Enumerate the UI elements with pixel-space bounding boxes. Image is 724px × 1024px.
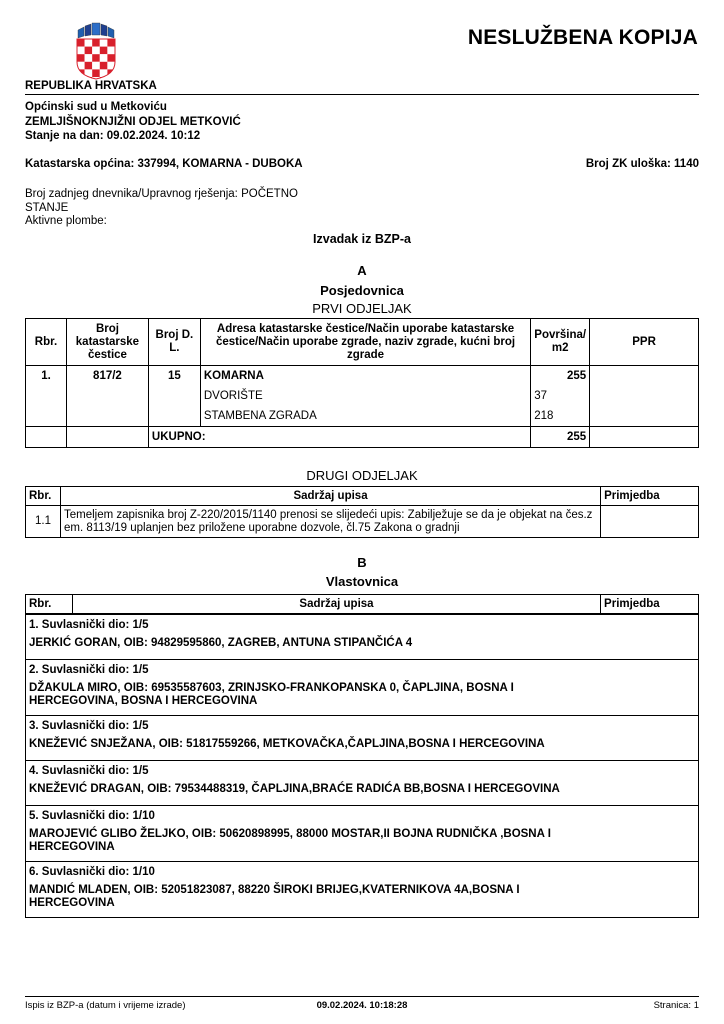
owner-details-cont: HERCEGOVINA (29, 841, 115, 853)
col-area: Površina/ m2 (531, 319, 590, 366)
row-rbr: 1. (26, 366, 67, 387)
journal-line-2: STANJE (25, 201, 69, 214)
b-col-rbr: Rbr. (26, 595, 73, 614)
section-a-letter: A (357, 263, 367, 278)
footer-datetime: 09.02.2024. 10:18:28 (316, 1000, 408, 1011)
owner-details: MANDIĆ MLADEN, OIB: 52051823087, 88220 ŠIROKI BRIJEG,KVATERNIKOVA 4A,BOSNA I (29, 884, 520, 896)
owner-entry (26, 760, 698, 805)
section-b-letter: B (357, 555, 367, 570)
total-label: UKUPNO: (148, 427, 530, 448)
row-address: KOMARNA (200, 366, 530, 387)
p2-row-rbr: 1.1 (26, 506, 61, 538)
part2-table (25, 486, 699, 538)
total-area: 255 (531, 427, 590, 448)
possession-table (25, 318, 699, 448)
owner-share: 5. Suvlasnički dio: 1/10 (29, 810, 155, 822)
col-address: Adresa katastarske čestice/Način uporabe katastarske čestice/Način uporabe zgrade, naziv zgrade, kućni broj zgrade (200, 319, 530, 366)
owner-share: 3. Suvlasnički dio: 1/5 (29, 720, 149, 732)
p2-col-note: Primjedba (601, 487, 699, 506)
extract-title: Izvadak iz BZP-a (313, 232, 411, 246)
row-parcel: 817/2 (66, 366, 148, 387)
p2-row-note (601, 506, 699, 538)
country-name: REPUBLIKA HRVATSKA (25, 80, 157, 92)
court-name: Općinski sud u Metkoviću (25, 101, 167, 113)
journal-line-1: Broj zadnjeg dnevnika/Upravnog rješenja: POČETNO (25, 188, 298, 200)
footer-divider (25, 996, 699, 997)
col-parcel: Broj katastarske čestice (66, 319, 148, 366)
p2-row-content: Temeljem zapisnika broj Z-220/2015/1140 prenosi se slijedeći upis: Zabilježuje se da je objekat na čes.z em. 8113/19 uplanjen bez priložene uporabne dozvole, čl.75 Zakona o gradnji (60, 506, 600, 538)
meta-block (25, 188, 325, 229)
row-sub1-area: 37 (531, 386, 590, 406)
owner-details: MAROJEVIĆ GLIBO ŽELJKO, OIB: 50620898995, 88000 MOSTAR,II BOJNA RUDNIČKA ,BOSNA I (29, 828, 551, 840)
col-ppr: PPR (590, 319, 699, 366)
col-rbr: Rbr. (26, 319, 67, 366)
owner-entry (26, 861, 698, 917)
p2-col-content: Sadržaj upisa (60, 487, 600, 506)
row-sub1-name: DVORIŠTE (200, 386, 530, 406)
zk-number: Broj ZK uloška: 1140 (585, 158, 699, 170)
document-title: NESLUŽBENA KOPIJA (467, 26, 698, 49)
owner-details: KNEŽEVIĆ SNJEŽANA, OIB: 51817559266, METKOVAČKA,ČAPLJINA,BOSNA I HERCEGOVINA (29, 738, 545, 750)
owner-details-cont: HERCEGOVINA, BOSNA I HERCEGOVINA (29, 695, 258, 707)
b-col-note: Primjedba (601, 595, 699, 614)
owner-details: KNEŽEVIĆ DRAGAN, OIB: 79534488319, ČAPLJINA,BRAĆE RADIĆA BB,BOSNA I HERCEGOVINA (29, 783, 560, 795)
active-seals: Aktivne plombe: (25, 215, 107, 227)
owner-details: DŽAKULA MIRO, OIB: 69535587603, ZRINJSKO-FRANKOPANSKA 0, ČAPLJINA, BOSNA I (29, 682, 514, 694)
owner-entry (26, 615, 698, 659)
ownership-header-table (25, 594, 699, 614)
part1-title: PRVI ODJELJAK (312, 301, 412, 316)
header-divider (25, 94, 699, 95)
ownership-list (25, 614, 699, 918)
col-bdl: Broj D. L. (148, 319, 200, 366)
owner-share: 2. Suvlasnički dio: 1/5 (29, 664, 149, 676)
owner-share: 6. Suvlasnički dio: 1/10 (29, 866, 155, 878)
owner-entry (26, 659, 698, 715)
owner-entry (26, 805, 698, 861)
section-b-name: Vlastovnica (325, 574, 399, 589)
cadastral-municipality: Katastarska općina: 337994, KOMARNA - DUBOKA (25, 158, 303, 170)
footer-label: Ispis iz BZP-a (datum i vrijeme izrade) (25, 1000, 186, 1011)
footer-page: Stranica: 1 (653, 1000, 699, 1011)
owner-share: 4. Suvlasnički dio: 1/5 (29, 765, 149, 777)
part2-title: DRUGI ODJELJAK (306, 468, 418, 483)
row-sub2-area: 218 (531, 406, 590, 427)
row-area: 255 (531, 366, 590, 387)
row-sub2-name: STAMBENA ZGRADA (200, 406, 530, 427)
section-a-name: Posjedovnica (320, 283, 404, 298)
b-col-content: Sadržaj upisa (72, 595, 600, 614)
row-bdl: 15 (148, 366, 200, 387)
coat-of-arms-icon (74, 22, 118, 80)
owner-details: JERKIĆ GORAN, OIB: 94829595860, ZAGREB, ANTUNA STIPANČIĆA 4 (29, 637, 413, 649)
owner-entry (26, 715, 698, 760)
owner-share: 1. Suvlasnički dio: 1/5 (29, 619, 149, 631)
court-block (25, 100, 241, 144)
department-name: ZEMLJIŠNOKNJIŽNI ODJEL METKOVIĆ (25, 115, 241, 128)
owner-details-cont: HERCEGOVINA (29, 897, 115, 909)
p2-col-rbr: Rbr. (26, 487, 61, 506)
state-date: Stanje na dan: 09.02.2024. 10:12 (25, 130, 201, 142)
